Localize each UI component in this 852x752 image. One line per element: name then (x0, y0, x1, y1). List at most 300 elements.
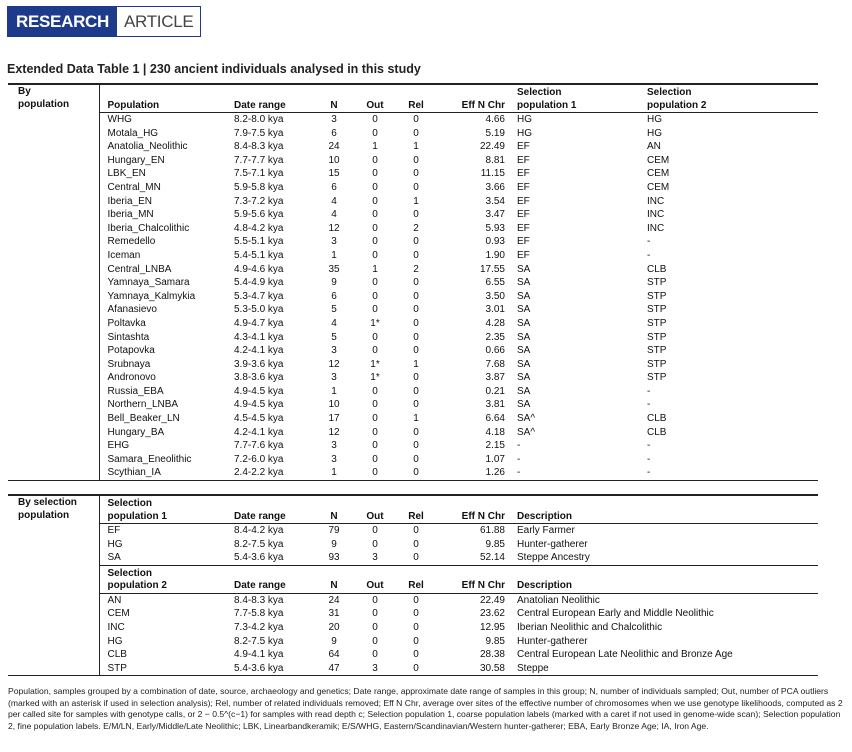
cell-date-range: 7.2-6.0 kya (234, 453, 284, 465)
table-row (8, 140, 818, 154)
cell-out: 0 (372, 304, 378, 316)
table-row (8, 208, 818, 222)
header-out: Out (355, 84, 395, 113)
cell-rel: 0 (413, 608, 419, 620)
header-selection-1: Selection population 1 (99, 495, 226, 524)
table-row (8, 290, 818, 304)
cell-n: 4 (331, 209, 337, 221)
cell-n: 6 (331, 290, 337, 302)
cell-eff-n-chr: 12.95 (479, 621, 505, 633)
cell-out: 0 (372, 114, 378, 125)
cell-eff-n-chr: 22.49 (479, 141, 505, 153)
table-title: Extended Data Table 1 | 230 ancient individuals analysed in this study (7, 62, 421, 76)
cell-n: 3 (331, 236, 337, 248)
table-row (8, 551, 818, 565)
cell-selection-population-1: EF (517, 168, 530, 180)
cell-selection-population-1: EF (517, 141, 530, 153)
cell-selection-population-1: SA (517, 317, 531, 329)
cell-eff-n-chr: 52.14 (479, 552, 505, 564)
cell-selection-population-1: SA^ (517, 426, 536, 438)
cell-population: Central_LNBA (107, 263, 172, 275)
cell-n: 4 (331, 317, 337, 329)
cell-selection-population-2: STP (647, 290, 667, 302)
cell-selection-population-1: SA (517, 358, 531, 370)
cell-selection-population-2: INC (647, 195, 665, 207)
cell-rel: 0 (413, 635, 419, 647)
cell-selection-population-2: HG (647, 127, 662, 139)
cell-eff-n-chr: 7.68 (485, 358, 505, 370)
header-out: Out (355, 565, 395, 593)
cell-eff-n-chr: 3.50 (485, 290, 505, 302)
table-row (8, 344, 818, 358)
table-row (8, 249, 818, 263)
cell-selection-population: HG (107, 635, 123, 647)
cell-population: Iberia_Chalcolithic (107, 222, 190, 234)
cell-n: 15 (328, 168, 340, 180)
cell-out: 0 (372, 168, 378, 180)
header-population: Population (99, 84, 226, 113)
cell-eff-n-chr: 5.93 (485, 222, 505, 234)
cell-eff-n-chr: 5.19 (485, 127, 505, 139)
cell-rel: 0 (413, 331, 419, 343)
cell-eff-n-chr: 8.81 (485, 154, 505, 166)
cell-date-range: 4.9-4.5 kya (234, 385, 284, 397)
cell-eff-n-chr: 2.35 (485, 331, 505, 343)
cell-date-range: 4.2-4.1 kya (234, 345, 284, 357)
cell-rel: 0 (413, 236, 419, 248)
header-date-range: Date range (226, 84, 313, 113)
cell-eff-n-chr: 4.18 (485, 426, 505, 438)
cell-selection-population-1: SA (517, 331, 531, 343)
cell-eff-n-chr: 3.01 (485, 304, 505, 316)
cell-eff-n-chr: 1.26 (485, 467, 505, 479)
cell-out: 0 (372, 413, 378, 425)
cell-eff-n-chr: 3.87 (485, 372, 505, 384)
cell-eff-n-chr: 3.47 (485, 209, 505, 221)
cell-n: 12 (328, 426, 340, 438)
cell-out: 0 (372, 195, 378, 207)
cell-n: 5 (331, 304, 337, 316)
cell-population: LBK_EN (107, 168, 146, 180)
cell-selection-population-2: INC (647, 209, 665, 221)
cell-rel: 0 (413, 304, 419, 316)
cell-out: 1* (370, 372, 380, 384)
cell-selection-population-2: STP (647, 277, 667, 289)
cell-n: 3 (331, 372, 337, 384)
cell-n: 1 (331, 249, 337, 261)
cell-eff-n-chr: 3.81 (485, 399, 505, 411)
table-row (8, 358, 818, 372)
cell-eff-n-chr: 22.49 (479, 594, 505, 606)
cell-selection-population-2: CEM (647, 154, 670, 166)
cell-out: 0 (372, 426, 378, 438)
cell-date-range: 5.4-5.1 kya (234, 249, 284, 261)
cell-date-range: 8.4-8.3 kya (234, 141, 284, 153)
cell-selection-population: STP (107, 662, 127, 674)
cell-population: Yamnaya_Samara (107, 277, 190, 289)
cell-selection-population-2: STP (647, 372, 667, 384)
cell-population: Srubnaya (107, 358, 151, 370)
article-type-badge (7, 6, 201, 37)
cell-population: EHG (107, 440, 130, 452)
cell-out: 0 (372, 453, 378, 465)
cell-description: Central European Early and Middle Neolithic (517, 608, 714, 620)
table-row (8, 167, 818, 181)
table-row (8, 412, 818, 426)
cell-date-range: 7.3-7.2 kya (234, 195, 284, 207)
cell-population: Hungary_EN (107, 154, 165, 166)
cell-out: 0 (372, 621, 378, 633)
header-rel: Rel (395, 495, 437, 524)
cell-rel: 0 (413, 440, 419, 452)
cell-selection-population: AN (107, 594, 122, 606)
cell-selection-population-2: - (647, 440, 651, 452)
table-row (8, 662, 818, 676)
cell-rel: 2 (413, 263, 419, 275)
cell-rel: 0 (413, 345, 419, 357)
cell-date-range: 3.9-3.6 kya (234, 358, 284, 370)
cell-out: 0 (372, 440, 378, 452)
cell-date-range: 4.9-4.7 kya (234, 317, 284, 329)
cell-out: 1* (370, 317, 380, 329)
cell-n: 9 (331, 538, 337, 550)
cell-eff-n-chr: 4.28 (485, 317, 505, 329)
header-out: Out (355, 495, 395, 524)
cell-population: Potapovka (107, 345, 155, 357)
cell-n: 3 (331, 345, 337, 357)
cell-eff-n-chr: 0.21 (485, 385, 505, 397)
cell-n: 12 (328, 358, 340, 370)
cell-date-range: 5.9-5.8 kya (234, 181, 284, 193)
cell-selection-population: HG (107, 538, 123, 550)
table-row (8, 331, 818, 345)
cell-selection-population-2: - (647, 467, 651, 479)
cell-out: 0 (372, 385, 378, 397)
cell-out: 0 (372, 277, 378, 289)
cell-description: Steppe Ancestry (517, 552, 590, 564)
cell-selection-population-1: HG (517, 114, 532, 125)
cell-date-range: 4.5-4.5 kya (234, 413, 284, 425)
cell-date-range: 7.7-7.7 kya (234, 154, 284, 166)
cell-selection-population-2: CEM (647, 168, 670, 180)
cell-n: 20 (328, 621, 340, 633)
cell-eff-n-chr: 6.64 (485, 413, 505, 425)
cell-rel: 0 (413, 662, 419, 674)
cell-population: Iberia_EN (107, 195, 152, 207)
cell-population: Afanasievo (107, 304, 157, 316)
cell-n: 6 (331, 181, 337, 193)
cell-rel: 0 (413, 552, 419, 564)
cell-rel: 0 (413, 621, 419, 633)
cell-description: Steppe (517, 662, 549, 674)
cell-eff-n-chr: 11.15 (480, 168, 505, 180)
cell-n: 79 (328, 525, 340, 536)
cell-out: 3 (372, 552, 378, 564)
cell-selection-population-1: - (517, 440, 521, 452)
cell-date-range: 5.3-4.7 kya (234, 290, 284, 302)
cell-date-range: 8.2-7.5 kya (234, 635, 284, 647)
table-row (8, 593, 818, 607)
cell-selection-population: CEM (107, 608, 130, 620)
cell-population: WHG (107, 114, 132, 125)
header-eff-n-chr: Eff N Chr (437, 84, 509, 113)
cell-n: 64 (328, 649, 340, 661)
cell-eff-n-chr: 6.55 (485, 277, 505, 289)
cell-date-range: 7.9-7.5 kya (234, 127, 284, 139)
cell-selection-population-2: STP (647, 304, 667, 316)
badge-article: ARTICLE (117, 7, 200, 36)
cell-n: 35 (328, 263, 340, 275)
header-n: N (313, 495, 355, 524)
cell-population: Bell_Beaker_LN (107, 413, 180, 425)
cell-selection-population-1: SA^ (517, 413, 536, 425)
cell-population: Northern_LNBA (107, 399, 179, 411)
cell-selection-population-1: - (517, 453, 521, 465)
cell-selection-population-1: SA (517, 290, 531, 302)
badge-research: RESEARCH (8, 7, 117, 36)
cell-selection-population-2: - (647, 399, 651, 411)
cell-rel: 0 (413, 181, 419, 193)
cell-selection-population-2: - (647, 236, 651, 248)
cell-date-range: 5.5-5.1 kya (234, 236, 284, 248)
cell-population: Remedello (107, 236, 156, 248)
cell-rel: 0 (413, 649, 419, 661)
cell-selection-population-2: STP (647, 345, 667, 357)
cell-rel: 0 (413, 249, 419, 261)
cell-date-range: 8.2-7.5 kya (234, 538, 284, 550)
cell-eff-n-chr: 0.93 (485, 236, 505, 248)
cell-eff-n-chr: 1.90 (485, 249, 505, 261)
cell-selection-population-2: - (647, 453, 651, 465)
cell-date-range: 4.9-4.6 kya (234, 263, 284, 275)
cell-out: 0 (372, 608, 378, 620)
cell-out: 0 (372, 249, 378, 261)
cell-n: 10 (328, 399, 340, 411)
cell-population: Central_MN (107, 181, 161, 193)
table-row (8, 181, 818, 195)
cell-selection-population: INC (107, 621, 125, 633)
cell-selection-population-2: STP (647, 331, 667, 343)
cell-date-range: 5.9-5.6 kya (234, 209, 284, 221)
cell-rel: 0 (413, 290, 419, 302)
cell-eff-n-chr: 0.66 (485, 345, 505, 357)
cell-rel: 0 (413, 399, 419, 411)
cell-rel: 0 (413, 127, 419, 139)
cell-rel: 0 (413, 594, 419, 606)
cell-rel: 0 (413, 168, 419, 180)
cell-selection-population-1: SA (517, 277, 531, 289)
table-row (8, 154, 818, 168)
cell-out: 0 (372, 222, 378, 234)
cell-selection-population-2: INC (647, 222, 665, 234)
cell-rel: 0 (413, 277, 419, 289)
cell-n: 3 (331, 114, 337, 125)
cell-date-range: 5.4-3.6 kya (234, 552, 284, 564)
cell-population: Yamnaya_Kalmykia (107, 290, 196, 302)
cell-out: 1 (372, 141, 378, 153)
table-footnote: Population, samples grouped by a combination of date, source, archaeology and genetics; Date range, approximate date range of samples in this group; N, number of individuals sampled; Out, number of PCA outliers (marked with an asterisk if used in selection analysis); Rel, number of related individuals removed; Eff N Chr, average over sites of the effective number of chromosomes when we use genotype likelihoods, computed as 2 per called site for samples with genotype calls, or 2 − 0.5^(c−1) for samples with read depth c; Selection population 1, coarse population labels (marked with a caret if not used in genome-wide scan); Selection population 2, fine population labels. E/M/LN, Early/Middle/Late Neolithic; LBK, Linearbandkeramik; E/S/WHG, Eastern/Scandinavian/Western hunter-gatherer; EBA, Early Bronze Age; IA, Iron Age. (8, 686, 843, 731)
cell-rel: 1 (413, 141, 419, 153)
cell-eff-n-chr: 1.07 (485, 453, 505, 465)
cell-eff-n-chr: 4.66 (485, 114, 505, 125)
cell-out: 0 (372, 236, 378, 248)
cell-date-range: 7.3-4.2 kya (234, 621, 284, 633)
cell-n: 3 (331, 440, 337, 452)
cell-description: Iberian Neolithic and Chalcolithic (517, 621, 663, 633)
cell-out: 1 (372, 263, 378, 275)
cell-out: 0 (372, 127, 378, 139)
cell-rel: 0 (413, 525, 419, 536)
cell-population: Anatolia_Neolithic (107, 141, 188, 153)
section-label-by-selection-population: By selection population (8, 495, 99, 676)
cell-n: 9 (331, 635, 337, 647)
table-row (8, 466, 818, 480)
cell-rel: 2 (413, 222, 419, 234)
cell-selection-population-2: HG (647, 114, 662, 125)
cell-selection-population-1: SA (517, 399, 531, 411)
cell-rel: 0 (413, 538, 419, 550)
cell-selection-population-2: - (647, 385, 651, 397)
cell-rel: 1 (413, 195, 419, 207)
cell-eff-n-chr: 3.54 (485, 195, 505, 207)
cell-rel: 0 (413, 385, 419, 397)
table-row (8, 439, 818, 453)
table-row (8, 453, 818, 467)
cell-selection-population-1: EF (517, 154, 530, 166)
cell-selection-population-1: EF (517, 195, 530, 207)
cell-out: 0 (372, 181, 378, 193)
table-row (8, 635, 818, 649)
cell-population: Scythian_IA (107, 467, 161, 479)
cell-date-range: 7.5-7.1 kya (234, 168, 284, 180)
table-row (8, 371, 818, 385)
cell-out: 3 (372, 662, 378, 674)
cell-out: 0 (372, 331, 378, 343)
cell-date-range: 7.7-7.6 kya (234, 440, 284, 452)
cell-n: 24 (328, 594, 340, 606)
cell-n: 4 (331, 195, 337, 207)
cell-description: Early Farmer (517, 525, 575, 536)
cell-n: 17 (328, 413, 340, 425)
cell-selection-population: EF (107, 525, 121, 536)
cell-out: 0 (372, 209, 378, 221)
cell-eff-n-chr: 9.85 (485, 635, 505, 647)
cell-population: Iberia_MN (107, 209, 154, 221)
cell-selection-population-1: SA (517, 372, 531, 384)
cell-selection-population-1: - (517, 467, 521, 479)
table-row (8, 538, 818, 552)
table-row (8, 607, 818, 621)
cell-population: Sintashta (107, 331, 150, 343)
table-row (8, 127, 818, 141)
cell-rel: 0 (413, 317, 419, 329)
header-selection-population-1: Selection population 1 (509, 84, 639, 113)
cell-out: 0 (372, 399, 378, 411)
cell-n: 1 (331, 467, 337, 479)
cell-n: 10 (328, 154, 340, 166)
cell-eff-n-chr: 2.15 (485, 440, 505, 452)
cell-n: 9 (331, 277, 337, 289)
header-date-range: Date range (226, 495, 313, 524)
cell-date-range: 5.4-4.9 kya (234, 277, 284, 289)
cell-date-range: 4.3-4.1 kya (234, 331, 284, 343)
table-row (8, 317, 818, 331)
cell-selection-population-2: CLB (647, 413, 667, 425)
cell-selection-population-2: CEM (647, 181, 670, 193)
header-description: Description (509, 565, 818, 593)
cell-population: Iceman (107, 249, 141, 261)
cell-rel: 1 (413, 413, 419, 425)
cell-out: 0 (372, 467, 378, 479)
cell-n: 24 (328, 141, 340, 153)
table-row (8, 648, 818, 662)
table-row (8, 426, 818, 440)
cell-selection-population-1: SA (517, 304, 531, 316)
cell-rel: 1 (413, 358, 419, 370)
cell-selection-population-2: CLB (647, 263, 667, 275)
cell-population: Andronovo (107, 372, 156, 384)
cell-date-range: 2.4-2.2 kya (234, 467, 284, 479)
cell-selection-population-2: STP (647, 317, 667, 329)
cell-out: 1* (370, 358, 380, 370)
table-row (8, 621, 818, 635)
header-eff-n-chr: Eff N Chr (437, 495, 509, 524)
cell-selection-population-1: EF (517, 181, 530, 193)
cell-rel: 0 (413, 114, 419, 125)
cell-n: 3 (331, 453, 337, 465)
cell-out: 0 (372, 154, 378, 166)
table-row (8, 113, 818, 127)
cell-eff-n-chr: 3.66 (485, 181, 505, 193)
cell-out: 0 (372, 635, 378, 647)
cell-selection-population-1: EF (517, 236, 530, 248)
section-label-by-population: By population (8, 84, 99, 481)
cell-rel: 0 (413, 467, 419, 479)
cell-date-range: 4.2-4.1 kya (234, 426, 284, 438)
header-eff-n-chr: Eff N Chr (437, 565, 509, 593)
cell-eff-n-chr: 30.58 (479, 662, 505, 674)
cell-eff-n-chr: 17.55 (479, 263, 505, 275)
cell-date-range: 4.9-4.1 kya (234, 649, 284, 661)
cell-n: 31 (328, 608, 340, 620)
cell-selection-population-1: SA (517, 345, 531, 357)
cell-date-range: 8.4-4.2 kya (234, 525, 284, 536)
cell-date-range: 3.8-3.6 kya (234, 372, 284, 384)
header-n: N (313, 565, 355, 593)
cell-selection-population: SA (107, 552, 121, 564)
cell-selection-population-1: EF (517, 222, 530, 234)
cell-n: 93 (328, 552, 340, 564)
cell-out: 0 (372, 290, 378, 302)
cell-date-range: 4.8-4.2 kya (234, 222, 284, 234)
cell-rel: 0 (413, 372, 419, 384)
cell-date-range: 7.7-5.8 kya (234, 608, 284, 620)
cell-n: 1 (331, 385, 337, 397)
cell-population: Motala_HG (107, 127, 159, 139)
cell-n: 12 (328, 222, 340, 234)
table-row (8, 263, 818, 277)
cell-population: Hungary_BA (107, 426, 165, 438)
selection-population-table (8, 494, 818, 676)
table-row (8, 524, 818, 538)
cell-selection-population-2: AN (647, 141, 661, 153)
table-row (8, 195, 818, 209)
table-row (8, 385, 818, 399)
cell-date-range: 8.4-8.3 kya (234, 594, 284, 606)
cell-selection-population-1: SA (517, 263, 531, 275)
cell-rel: 0 (413, 209, 419, 221)
cell-population: Poltavka (107, 317, 146, 329)
